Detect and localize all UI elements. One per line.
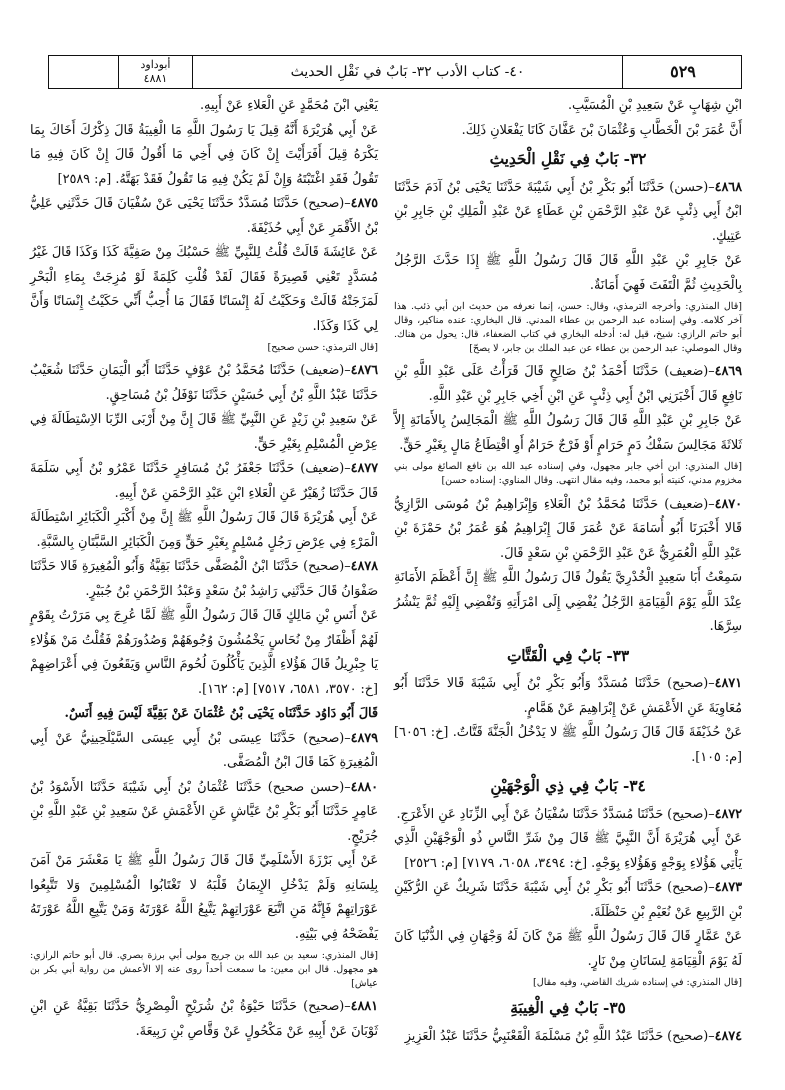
hadith-number: ٤٨٨١ (350, 999, 378, 1015)
left-text-column (30, 94, 378, 1044)
paragraph-text: (حسن) حَدَّثَنَا أَبُو بَكْرِ بْنُ أَبِي شَيْبَةَ حَدَّثَنَا يَحْيَى بْنُ آدَمَ حَدَّثَنَا ابْنُ أَبِي ذِئْبٍ عَنْ عَبْدِ الرَّحْمَنِ بْنِ عَطَاءٍ عَنْ عَبْدِ الْمَلِكِ بْنِ جَابِرِ بْنِ عَتِيكٍ. (394, 179, 742, 244)
chapter-heading: ٣٢- بَابٌ فِي نَقْلِ الْحَدِيثِ (489, 150, 647, 168)
hadith-isnad: ٤٨٦٩–(ضعيف) حَدَّثَنَا أَحْمَدُ بْنُ صَالِحٍ قَالَ قَرَأْتُ عَلَى عَبْدِ اللَّهِ بْنِ نَافِعٍ قَالَ أَخْبَرَنِي ابْنُ أَبِي ذِئْبٍ عَنِ ابْنِ أَخِي جَابِرِ بْنِ عَبْدِ اللَّهِ. (394, 364, 742, 404)
footnote: [قال المنذري: وأخرجه الترمذي، وقال: حسن، إنما نعرفه من حديث ابن أبي ذئب. هذا آخر كلامه. وفي إسناده عبد الرحمن بن عطاء المدني. قال البخاري: عنده مناكير، وقال أبو حاتم الرازي: شيخ، قيل له: أدخله البخاري في كتاب الضعفاء، قال: يحول من هناك. وقال الموصلي: عبد الرحمن بن عطاء عن عبد الملك بن جابر، لا يصحّ] (394, 301, 742, 355)
hadith-number: ٤٨٧٠ (714, 496, 742, 512)
hadith-text (394, 249, 742, 298)
chapter-heading: ٣٥- بَابٌ فِي الْغِيبَةِ (510, 999, 626, 1018)
paragraph-text: (صحيح) حَدَّثَنَا ابْنُ الْمُصَفَّى حَدَّثَنَا بَقِيَّةُ وَأَبُو الْمُغِيرَةِ قَالا حَدَّثَنَا صَفْوَانُ قَالَ حَدَّثَنِي رَاشِدُ بْنُ سَعْدٍ وَعَبْدُ الرَّحْمَنِ بْنُ جُبَيْرٍ. (30, 559, 378, 599)
hadith-text (30, 241, 378, 339)
paragraph-text: عَنْ جَابِرِ بْنِ عَبْدِ اللَّهِ قَالَ قَالَ رَسُولُ اللَّهِ ﷺ الْمَجَالِسُ بِالأَمَانَةِ إِلاَّ ثَلاثَةَ مَجَالِسَ سَفْكُ دَمٍ حَرَامٍ أَوْ فَرْجٌ حَرَامٌ أَوِ اقْتِطَاعُ مَالٍ بِغَيْرِ حَقٍّ. (394, 413, 742, 453)
hadith-number: ٤٨٧٤ (714, 1028, 742, 1044)
hadith-text (30, 506, 378, 555)
footnote: [قال المنذري: في إسناده شريك القاضي، وفيه مقال] (533, 977, 742, 989)
hadith-text (30, 119, 378, 193)
header-empty-cell (49, 56, 119, 88)
hadith-text (30, 94, 378, 119)
hadith-number: ٤٨٧٢ (714, 806, 742, 822)
paragraph-text: (صحيح) حَدَّثَنَا مُسَدَّدٌ حَدَّثَنَا يَحْيَى عَنْ سُفْيَانَ قَالَ حَدَّثَنِي عَلِيُّ بْنُ الأَقْمَرِ عَنْ أَبِي حُذَيْفَةَ. (30, 196, 378, 236)
paragraph-text: عَنْ عَمَّارٍ قَالَ قَالَ رَسُولُ اللَّهِ ﷺ مَنْ كَانَ لَهُ وَجْهَانِ فِي الدُّنْيَا كَانَ لَهُ يَوْمَ الْقِيَامَةِ لِسَانَانِ مِنْ نَارٍ. (394, 929, 742, 969)
paragraph-text: (صحيح) حَدَّثَنَا أَبُو بَكْرِ بْنُ أَبِي شَيْبَةَ حَدَّثَنَا شَرِيكٌ عَنِ الرُّكَيْنِ بْنِ الرَّبِيعِ عَنْ نُعَيْمِ بْنِ حَنْظَلَةَ. (394, 880, 742, 920)
hadith-isnad: ٤٨٧٧–(ضعيف) حَدَّثَنَا جَعْفَرُ بْنُ مُسَافِرٍ حَدَّثَنَا عَمْرُو بْنُ أَبِي سَلَمَةَ قَالَ حَدَّثَنَا زُهَيْرٌ عَنِ الْعَلاءِ ابْنِ عَبْدِ الرَّحْمَنِ عَنْ أَبِيهِ. (30, 461, 378, 501)
page-number: ٥٢٩ (670, 62, 696, 81)
hadith-number: ٤٨٦٩ (714, 364, 742, 380)
hadith-number: ٤٨٨٠ (350, 779, 378, 795)
hadith-number: ٤٨٧٥ (350, 196, 378, 211)
hadith-isnad: ٤٨٧٩–(صحيح) حَدَّثَنَا عِيسَى بْنُ أَبِي عِيسَى السَّيْلَحِينِيُّ عَنْ أَبِي الْمُغِيرَةِ كَمَا قَالَ ابْنُ الْمُصَفَّى. (30, 730, 378, 771)
hadith-text (30, 849, 378, 947)
paragraph-text: (حسن صحيح) حَدَّثَنَا عُثْمَانُ بْنُ أَبِي شَيْبَةَ حَدَّثَنَا الأَسْوَدُ بْنُ عَامِرٍ حَدَّثَنَا أَبُو بَكْرِ بْنُ عَيَّاشٍ عَنِ الأَعْمَشِ عَنْ سَعِيدِ بْنِ عَبْدِ اللَّهِ بْنِ جُرَيْجٍ. (30, 779, 378, 844)
chapter-heading: ٣٤- بَابٌ فِي ذِي الْوَجْهَيْنِ (490, 777, 646, 796)
paragraph-text: (ضعيف) حَدَّثَنَا جَعْفَرُ بْنُ مُسَافِرٍ حَدَّثَنَا عَمْرُو بْنُ أَبِي سَلَمَةَ قَالَ حَدَّثَنَا زُهَيْرٌ عَنِ الْعَلاءِ ابْنِ عَبْدِ الرَّحْمَنِ عَنْ أَبِيهِ. (30, 461, 378, 501)
hadith-text (394, 925, 742, 974)
hadith-isnad: ٤٨٧١–(صحيح) حَدَّثَنَا مُسَدَّدٌ وَأَبُو بَكْرِ بْنُ أَبِي شَيْبَةَ قَالا حَدَّثَنَا أَبُو مُعَاوِيَةَ عَنِ الأَعْمَشِ عَنْ إِبْرَاهِيمَ عَنْ هَمَّامٍ. (394, 676, 742, 716)
paragraph-text: عَنْ جَابِرِ بْنِ عَبْدِ اللَّهِ قَالَ قَالَ رَسُولُ اللَّهِ ﷺ إِذَا حَدَّثَ الرَّجُلُ بِالْحَدِيثِ ثُمَّ الْتَفَتَ فَهِيَ أَمَانَةٌ. (394, 253, 742, 293)
hadith-number: ٤٨٧٨ (350, 559, 378, 575)
book-ref: أبوداود (140, 58, 171, 71)
paragraph-text: (صحيح) حَدَّثَنَا مُسَدَّدٌ حَدَّثَنَا سُفْيَانُ عَنْ أَبِي الزِّنَادِ عَنِ الأَعْرَجِ. (396, 806, 709, 822)
chapter-title: ٤٠- كتاب الأدب ٣٢- بَابٌ في نَقْلِ الحديث (193, 56, 623, 88)
paragraph-text: عَنْ أَبِي هُرَيْرَةَ أَنَّهُ قِيلَ يَا رَسُولَ اللَّهِ مَا الْغِيبَةُ قَالَ ذِكْرُكَ أَخَاكَ بِمَا يَكْرَهُ قِيلَ أَفَرَأَيْتَ إِنْ كَانَ فِي أَخِي مَا أَقُولُ قَالَ إِنْ كَانَ فِيهِ مَا تَقُولُ فَقَدِ اغْتَبْتَهُ وَإِنْ لَمْ يَكُنْ فِيهِ مَا تَقُولُ فَقَدْ بَهَتَّهُ. [م: ٢٥٨٩] (30, 122, 378, 187)
hadith-text (394, 94, 742, 119)
right-text-column (394, 94, 742, 1049)
footnote: [قال الترمذي: حسن صحيح] (267, 342, 378, 353)
hadith-text (394, 827, 742, 876)
paragraph-text: عَنْ أَنَسِ بْنِ مَالِكٍ قَالَ قَالَ رَسُولُ اللَّهِ ﷺ لَمَّا عُرِجَ بِي مَرَرْتُ بِقَوْمٍ لَهُمْ أَظْفَارٌ مِنْ نُحَاسٍ يَخْمُشُونَ وُجُوهَهُمْ وَصُدُورَهُمْ فَقُلْتُ مَنْ هَؤُلاءِ يَا جِبْرِيلُ قَالَ هَؤُلاءِ الَّذِينَ يَأْكُلُونَ لُحُومَ النَّاسِ وَيَقَعُونَ فِي أَعْرَاضِهِمْ [خ: ٣٥٧٠، ٦٥٨١، ٧٥١٧] [م: ١٦٢]. (30, 608, 378, 697)
hadith-number: ٤٨٧٣ (714, 880, 742, 896)
paragraph-text: (ضعيف) حَدَّثَنَا مُحَمَّدُ بْنُ الْعَلاءِ وَإِبْرَاهِيمُ بْنُ مُوسَى الرَّازِيُّ قَالا أَخْبَرَنَا أَبُو أُسَامَةَ عَنْ عُمَرَ قَالَ إِبْرَاهِيمُ هُوَ عُمَرُ بْنُ حَمْزَةَ بْنِ عَبْدِ اللَّهِ الْعُمَرِيُّ عَنْ عَبْدِ الرَّحْمَنِ بْنِ سَعْدٍ قَالَ. (394, 496, 742, 561)
hadith-ref: ٤٨٨١ (143, 72, 168, 85)
hadith-text (394, 119, 742, 144)
running-header (48, 55, 742, 89)
chapter-heading: ٣٣- بَابٌ فِي الْقَتَّاتِ (506, 646, 630, 665)
hadith-isnad: ٤٨٨١–(صحيح) حَدَّثَنَا حَيْوَةُ بْنُ شُرَيْحٍ الْمِصْرِيُّ حَدَّثَنَا بَقِيَّةُ عَنِ ابْنِ ثَوْبَانَ عَنْ أَبِيهِ عَنْ مَكْحُولٍ عَنْ وَقَّاصِ بْنِ رَبِيعَةَ. (30, 999, 378, 1039)
paragraph-text: عَنْ أَبِي هُرَيْرَةَ قَالَ قَالَ رَسُولُ اللَّهِ ﷺ إِنَّ مِنْ أَكْبَرِ الْكَبَائِرِ اسْتِطَالَةَ الْمَرْءِ فِي عِرْضِ رَجُلٍ مُسْلِمٍ بِغَيْرِ حَقٍّ وَمِنَ الْكَبَائِرِ السَّبَّتَانِ بِالسَّبَّةِ. (30, 510, 378, 550)
hadith-text (30, 408, 378, 457)
hadith-text (394, 721, 742, 770)
hadith-number: ٤٨٧٩ (350, 730, 378, 746)
hadith-isnad: ٤٨٧٣–(صحيح) حَدَّثَنَا أَبُو بَكْرِ بْنُ أَبِي شَيْبَةَ حَدَّثَنَا شَرِيكٌ عَنِ الرُّكَيْنِ بْنِ الرَّبِيعِ عَنْ نُعَيْمِ بْنِ حَنْظَلَةَ. (394, 880, 742, 920)
hadith-text (394, 566, 742, 640)
hadith-number: ٤٨٦٨ (714, 179, 742, 195)
hadith-isnad: ٤٨٧٦–(ضعيف) حَدَّثَنَا مُحَمَّدُ بْنُ عَوْفٍ حَدَّثَنَا أَبُو الْيَمَانِ حَدَّثَنَا شُعَيْبٌ حَدَّثَنَا عَبْدُ اللَّهِ بْنُ أَبِي حُسَيْنٍ حَدَّثَنَا نَوْفَلُ بْنُ مُسَاحِقٍ. (30, 363, 378, 403)
paragraph-text: عَنْ أَبِي هُرَيْرَةَ أَنَّ النَّبِيَّ ﷺ قَالَ مِنْ شَرِّ النَّاسِ ذُو الْوَجْهَيْنِ الَّذِي يَأْتِي هَؤُلاءِ بِوَجْهٍ وَهَؤُلاءِ بِوَجْهٍ. [خ: ٣٤٩٤، ٦٠٥٨، ٧١٧٩] [م: ٢٥٢٦] (394, 831, 742, 871)
paragraph-text: (صحيح) حَدَّثَنَا عَبْدُ اللَّهِ بْنُ مَسْلَمَةَ الْقَعْنَبِيُّ حَدَّثَنَا عَبْدُ الْعَزِيزِ (404, 1028, 709, 1044)
paragraph-text: يَعْنِي ابْنَ مُحَمَّدٍ عَنِ الْعَلاءِ عَنْ أَبِيهِ. (199, 98, 378, 113)
hadith-isnad: ٤٨٦٨–(حسن) حَدَّثَنَا أَبُو بَكْرِ بْنُ أَبِي شَيْبَةَ حَدَّثَنَا يَحْيَى بْنُ آدَمَ حَدَّثَنَا ابْنُ أَبِي ذِئْبٍ عَنْ عَبْدِ الرَّحْمَنِ بْنِ عَطَاءٍ عَنْ عَبْدِ الْمَلِكِ بْنِ جَابِرِ بْنِ عَتِيكٍ. (394, 179, 742, 244)
hadith-number: ٤٨٧٦ (350, 363, 378, 379)
header-hadith-ref (119, 56, 193, 88)
paragraph-text: (صحيح) حَدَّثَنَا عِيسَى بْنُ أَبِي عِيسَى السَّيْلَحِينِيُّ عَنْ أَبِي الْمُغِيرَةِ كَمَا قَالَ ابْنُ الْمُصَفَّى. (30, 730, 378, 771)
hadith-isnad: ٤٨٨٠–(حسن صحيح) حَدَّثَنَا عُثْمَانُ بْنُ أَبِي شَيْبَةَ حَدَّثَنَا الأَسْوَدُ بْنُ عَامِرٍ حَدَّثَنَا أَبُو بَكْرِ بْنُ عَيَّاشٍ عَنِ الأَعْمَشِ عَنْ سَعِيدِ بْنِ عَبْدِ اللَّهِ بْنِ جُرَيْجٍ. (30, 779, 378, 844)
hadith-text (30, 604, 378, 702)
hadith-isnad: ٤٨٧٢–(صحيح) حَدَّثَنَا مُسَدَّدٌ حَدَّثَنَا سُفْيَانُ عَنْ أَبِي الزِّنَادِ عَنِ الأَعْرَجِ. (396, 806, 742, 822)
hadith-text (394, 409, 742, 458)
footnote: [قال المنذري: سعيد بن عبد الله بن جريج مولى أبي برزة بصري. قال أبو حاتم الرازي: هو مجهول. قال ابن معين: ما سمعت أحداً روى عنه إلا الأعمش من رواية أبي بكر بن عياش] (30, 950, 378, 990)
hadith-isnad: ٤٨٧٤–(صحيح) حَدَّثَنَا عَبْدُ اللَّهِ بْنُ مَسْلَمَةَ الْقَعْنَبِيُّ حَدَّثَنَا عَبْدُ الْعَزِيزِ (404, 1028, 742, 1044)
paragraph-text: سَمِعْتُ أَبَا سَعِيدٍ الْخُدْرِيَّ يَقُولُ قَالَ رَسُولُ اللَّهِ ﷺ إِنَّ أَعْظَمَ الأَمَانَةِ عِنْدَ اللَّهِ يَوْمَ الْقِيَامَةِ الرَّجُلُ يُفْضِي إِلَى امْرَأَتِهِ وَتُفْضِي إِلَيْهِ ثُمَّ يَنْشُرُ سِرَّهَا. (394, 570, 742, 635)
paragraph-text: عَنْ عَائِشَةَ قَالَتْ قُلْتُ لِلنَّبِيِّ ﷺ حَسْبُكَ مِنْ صَفِيَّةَ كَذَا وَكَذَا قَالَ غَيْرُ مُسَدَّدٍ تَعْنِي قَصِيرَةً فَقَالَ لَقَدْ قُلْتِ كَلِمَةً لَوْ مُزِجَتْ بِمَاءِ الْبَحْرِ لَمَزَجَتْهُ قَالَتْ وَحَكَيْتُ لَهُ إِنْسَانًا فَقَالَ مَا أُحِبُّ أَنِّي حَكَيْتُ إِنْسَانًا وَأَنَّ لِي كَذَا وَكَذَا. (30, 245, 378, 334)
paragraph-text: (صحيح) حَدَّثَنَا مُسَدَّدٌ وَأَبُو بَكْرِ بْنُ أَبِي شَيْبَةَ قَالا حَدَّثَنَا أَبُو مُعَاوِيَةَ عَنِ الأَعْمَشِ عَنْ إِبْرَاهِيمَ عَنْ هَمَّامٍ. (394, 676, 742, 716)
paragraph-text: (ضعيف) حَدَّثَنَا مُحَمَّدُ بْنُ عَوْفٍ حَدَّثَنَا أَبُو الْيَمَانِ حَدَّثَنَا شُعَيْبٌ حَدَّثَنَا عَبْدُ اللَّهِ بْنُ أَبِي حُسَيْنٍ حَدَّثَنَا نَوْفَلُ بْنُ مُسَاحِقٍ. (30, 363, 378, 403)
paragraph-text: ابْنِ شِهَابٍ عَنْ سَعِيدِ بْنِ الْمُسَيَّبِ. (567, 98, 742, 113)
paragraph-text: عَنْ حُذَيْفَةَ قَالَ قَالَ رَسُولُ اللَّهِ ﷺ لا يَدْخُلُ الْجَنَّةَ قَتَّاتٌ. [خ: ٦٠٥٦] [م: ١٠٥]. (394, 725, 742, 765)
paragraph-text: (ضعيف) حَدَّثَنَا أَحْمَدُ بْنُ صَالِحٍ قَالَ قَرَأْتُ عَلَى عَبْدِ اللَّهِ بْنِ نَافِعٍ قَالَ أَخْبَرَنِي ابْنُ أَبِي ذِئْبٍ عَنِ ابْنِ أَخِي جَابِرِ بْنِ عَبْدِ اللَّهِ. (394, 364, 742, 404)
hadith-number: ٤٨٧٧ (350, 461, 378, 477)
paragraph-text: (صحيح) حَدَّثَنَا حَيْوَةُ بْنُ شُرَيْحٍ الْمِصْرِيُّ حَدَّثَنَا بَقِيَّةُ عَنِ ابْنِ ثَوْبَانَ عَنْ أَبِيهِ عَنْ مَكْحُولٍ عَنْ وَقَّاصِ بْنِ رَبِيعَةَ. (30, 999, 378, 1039)
hadith-isnad: ٤٨٧٨–(صحيح) حَدَّثَنَا ابْنُ الْمُصَفَّى حَدَّثَنَا بَقِيَّةُ وَأَبُو الْمُغِيرَةِ قَالا حَدَّثَنَا صَفْوَانُ قَالَ حَدَّثَنِي رَاشِدُ بْنُ سَعْدٍ وَعَبْدُ الرَّحْمَنِ بْنُ جُبَيْرٍ. (30, 559, 378, 599)
footnote: [قال المنذري: ابن أخي جابر مجهول، وفي إسناده عبد الله بن نافع الصائغ مولى بني مخزوم مدني، كنيته أبو محمد، وفيه مقال انتهى. وقال المناوي: إسناده حسن] (394, 461, 742, 487)
hadith-isnad: ٤٨٧٥–(صحيح) حَدَّثَنَا مُسَدَّدٌ حَدَّثَنَا يَحْيَى عَنْ سُفْيَانَ قَالَ حَدَّثَنِي عَلِيُّ بْنُ الأَقْمَرِ عَنْ أَبِي حُذَيْفَةَ. (30, 196, 378, 236)
hadith-number: ٤٨٧١ (714, 676, 742, 692)
paragraph-text: عَنْ سَعِيدِ بْنِ زَيْدٍ عَنِ النَّبِيِّ ﷺ قَالَ إِنَّ مِنْ أَرْبَى الرِّبَا الاِسْتِطَالَةَ فِي عِرْضِ الْمُسْلِمِ بِغَيْرِ حَقٍّ. (30, 412, 378, 452)
paragraph-text: عَنْ أَبِي بَرْزَةَ الأَسْلَمِيِّ قَالَ قَالَ رَسُولُ اللَّهِ ﷺ يَا مَعْشَرَ مَنْ آمَنَ بِلِسَانِهِ وَلَمْ يَدْخُلِ الإِيمَانُ قَلْبَهُ لا تَغْتَابُوا الْمُسْلِمِينَ وَلا تَتَّبِعُوا عَوْرَاتِهِمْ فَإِنَّهُ مَنِ اتَّبَعَ عَوْرَاتِهِمْ يَتَّبِعُ اللَّهُ عَوْرَتَهُ وَمَنْ يَتَّبِعِ اللَّهُ عَوْرَتَهُ يَفْضَحْهُ فِي بَيْتِهِ. (30, 853, 378, 942)
hadith-isnad: ٤٨٧٠–(ضعيف) حَدَّثَنَا مُحَمَّدُ بْنُ الْعَلاءِ وَإِبْرَاهِيمُ بْنُ مُوسَى الرَّازِيُّ قَالا أَخْبَرَنَا أَبُو أُسَامَةَ عَنْ عُمَرَ قَالَ إِبْرَاهِيمُ هُوَ عُمَرُ بْنُ حَمْزَةَ بْنِ عَبْدِ اللَّهِ الْعُمَرِيُّ عَنْ عَبْدِ الرَّحْمَنِ بْنِ سَعْدٍ قَالَ. (394, 496, 742, 561)
abu-dawud-remark: قَالَ أَبُو دَاوُد حَدَّثَنَاه يَحْيَى بْنُ عُثْمَانَ عَنْ بَقِيَّةَ لَيْسَ فِيهِ أَنَسٌ. (64, 706, 378, 722)
paragraph-text: أَنَّ عُمَرَ بْنَ الْخَطَّابِ وَعُثْمَانَ بْنَ عَفَّانَ كَانَا يَفْعَلانِ ذَلِكَ. (461, 122, 742, 138)
